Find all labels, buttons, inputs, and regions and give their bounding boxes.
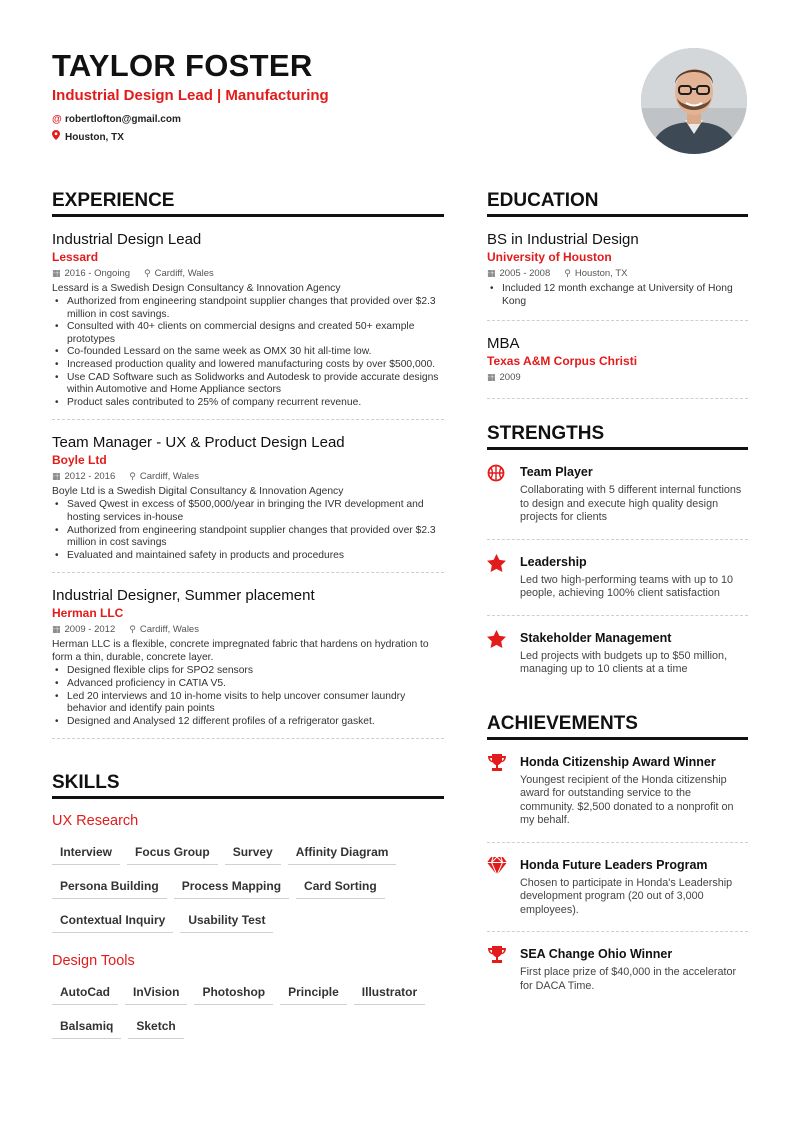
bullet-item: • Designed flexible clips for SPO2 sensors (52, 665, 444, 678)
job-title: Industrial Design Lead (52, 231, 202, 248)
bullet-item: • Evaluated and maintained safety in products and procedures (52, 550, 444, 563)
achievement-item (487, 932, 748, 1007)
job-dates: 2012 - 2016 (64, 471, 116, 483)
achievement-item (487, 843, 748, 933)
location-pin-icon: ⚲ (564, 268, 571, 278)
achievement-title: Honda Citizenship Award Winner (520, 754, 716, 769)
strength-title: Team Player (520, 465, 593, 480)
skill-chip: Persona Building (52, 872, 167, 899)
strength-description: Collaborating with 5 different internal functions to design and execute high quality design projects for clients (520, 484, 742, 524)
resume-header (52, 48, 612, 147)
achievement-description: First place prize of $40,000 in the accelerator for DACA Time. (520, 966, 737, 992)
calendar-icon: ▦ (52, 471, 61, 482)
bullet-item: • Product sales contributed to 25% of company recurrent revenue. (52, 397, 444, 410)
skill-chip: Contextual Inquiry (52, 906, 173, 933)
skill-chip: Process Mapping (174, 872, 289, 899)
company-name: Herman LLC (52, 606, 124, 621)
education-heading: EDUCATION (487, 190, 748, 217)
location-pin-icon: ⚲ (129, 624, 136, 635)
bullet-item: • Use CAD Software such as Solidworks and Autodesk to provide accurate designs within Automotive and Home Appliance sectors (52, 372, 444, 397)
education-meta (487, 369, 748, 386)
skill-chip: Usability Test (180, 906, 273, 933)
job-dates: 2016 - Ongoing (64, 268, 131, 279)
trophy-icon (487, 946, 520, 993)
at-sign-icon: @ (52, 114, 62, 125)
diamond-icon (487, 857, 520, 918)
job-bullets (52, 499, 444, 562)
bullet-item: • Designed and Analysed 12 different profiles of a refrigerator gasket. (52, 716, 444, 729)
skill-chip: Illustrator (354, 978, 425, 1005)
job-location: Cardiff, Wales (139, 471, 199, 483)
star-icon (487, 630, 520, 677)
trophy-icon (487, 754, 520, 828)
achievement-item (487, 740, 748, 843)
job-entry (52, 573, 444, 739)
email-text: robertlofton@gmail.com (65, 114, 181, 125)
location-pin-icon (52, 129, 65, 147)
education-entry (487, 217, 748, 321)
company-description: Lessard is a Swedish Design Consultancy & Innovation Agency (52, 283, 341, 294)
candidate-name: TAYLOR FOSTER (52, 48, 313, 83)
school-name: University of Houston (487, 250, 612, 264)
location-pin-icon: ⚲ (144, 268, 151, 278)
job-dates: 2009 - 2012 (64, 624, 116, 636)
right-column (487, 190, 748, 1007)
job-meta (52, 468, 444, 485)
job-location: Cardiff, Wales (139, 624, 199, 636)
star-icon (487, 554, 520, 601)
location-pin-icon: ⚲ (129, 471, 136, 482)
strength-item (487, 616, 748, 691)
left-column (52, 190, 444, 1046)
job-entry (52, 217, 444, 420)
skill-chip: AutoCad (52, 978, 118, 1005)
job-bullets (52, 665, 444, 728)
bullet-item: • Led 20 interviews and 10 in-home visits to help uncover consumer laundry behavior and identify pain points (52, 691, 444, 716)
bullet-item: • Co-founded Lessard on the same week as OMX 30 hit all-time low. (52, 346, 444, 359)
strength-title: Stakeholder Management (520, 630, 672, 645)
bullet-item: • Authorized from engineering standpoint supplier changes that provided over $2.3 million in cost savings. (52, 296, 444, 321)
company-description: Herman LLC is a flexible, concrete impregnated fabric that hardens on hydration to form a thin, durable, concrete layer. (52, 639, 429, 664)
job-bullets (52, 296, 444, 409)
education-meta (487, 265, 748, 282)
bullet-item: • Advanced proficiency in CATIA V5. (52, 678, 444, 691)
achievements-heading: ACHIEVEMENTS (487, 713, 748, 740)
skill-chip: Focus Group (127, 838, 218, 865)
strength-title: Leadership (520, 554, 587, 569)
profile-photo (641, 48, 747, 154)
bullet-item: • Consulted with 40+ clients on commercial designs and created 50+ example prototypes (52, 321, 444, 346)
job-entry (52, 420, 444, 573)
education-dates: 2009 (499, 372, 521, 384)
bullet-item: • Increased production quality and lowered manufacturing costs by over $500,000. (52, 359, 444, 372)
skill-category-title: Design Tools (52, 953, 135, 970)
candidate-title: Industrial Design Lead | Manufacturing (52, 87, 329, 104)
location-text: Houston, TX (65, 132, 124, 143)
experience-heading: EXPERIENCE (52, 190, 444, 217)
calendar-icon: ▦ (487, 268, 496, 278)
achievement-description: Chosen to participate in Honda's Leadership development program (20 out of 3,000 employees). (520, 876, 733, 916)
strength-description: Led projects with budgets up to $50 million, managing up to 10 clients at a time (520, 649, 728, 676)
strength-item (487, 450, 748, 540)
calendar-icon: ▦ (487, 372, 496, 383)
skill-chip: Balsamiq (52, 1012, 121, 1039)
skill-chip: Affinity Diagram (288, 838, 397, 865)
skills-section (52, 772, 444, 1046)
company-description: Boyle Ltd is a Swedish Digital Consultancy & Innovation Agency (52, 486, 344, 498)
company-name: Boyle Ltd (52, 453, 107, 468)
skill-chip: Photoshop (194, 978, 273, 1005)
achievement-title: Honda Future Leaders Program (520, 857, 708, 872)
bullet-item: • Saved Qwest in excess of $500,000/year in bringing the IVR development and hosting services in-house (52, 499, 444, 524)
skill-chips (52, 838, 444, 940)
basketball-icon (487, 464, 520, 525)
job-meta (52, 621, 444, 638)
skill-chip: Card Sorting (296, 872, 385, 899)
skill-chip: Sketch (128, 1012, 183, 1039)
bullet-item: • Included 12 month exchange at University of Hong Kong (487, 283, 748, 308)
strength-item (487, 540, 748, 616)
strengths-heading: STRENGTHS (487, 423, 748, 450)
achievements-section (487, 713, 748, 1008)
bullet-item: • Authorized from engineering standpoint supplier changes that provided over $2.3 million in cost savings (52, 525, 444, 550)
skill-category-title: UX Research (52, 813, 139, 830)
skill-chip: Principle (280, 978, 347, 1005)
education-location: Houston, TX (574, 268, 628, 279)
strength-description: Led two high-performing teams with up to 10 people, achieving 100% client satisfaction (520, 573, 734, 600)
job-location: Cardiff, Wales (154, 268, 214, 279)
calendar-icon: ▦ (52, 624, 61, 635)
achievement-title: SEA Change Ohio Winner (520, 947, 673, 962)
company-name: Lessard (52, 250, 99, 264)
degree-title: MBA (487, 335, 520, 353)
education-entry (487, 321, 748, 399)
job-meta (52, 265, 444, 282)
education-dates: 2005 - 2008 (499, 268, 551, 279)
skill-chip: Interview (52, 838, 120, 865)
education-bullets (487, 283, 748, 308)
contact-email (52, 111, 612, 129)
degree-title: BS in Industrial Design (487, 231, 639, 248)
calendar-icon: ▦ (52, 268, 61, 278)
skill-chips (52, 978, 444, 1046)
job-title: Team Manager - UX & Product Design Lead (52, 434, 345, 452)
achievement-description: Youngest recipient of the Honda citizenship award for outstanding service to the community. $2,500 donated to a nonprofit on my behalf. (520, 773, 734, 827)
skill-chip: InVision (125, 978, 187, 1005)
skill-chip: Survey (225, 838, 281, 865)
strengths-section (487, 423, 748, 691)
contact-location (52, 129, 612, 147)
job-title: Industrial Designer, Summer placement (52, 587, 315, 605)
skills-heading: SKILLS (52, 772, 444, 799)
school-name: Texas A&M Corpus Christi (487, 354, 638, 369)
